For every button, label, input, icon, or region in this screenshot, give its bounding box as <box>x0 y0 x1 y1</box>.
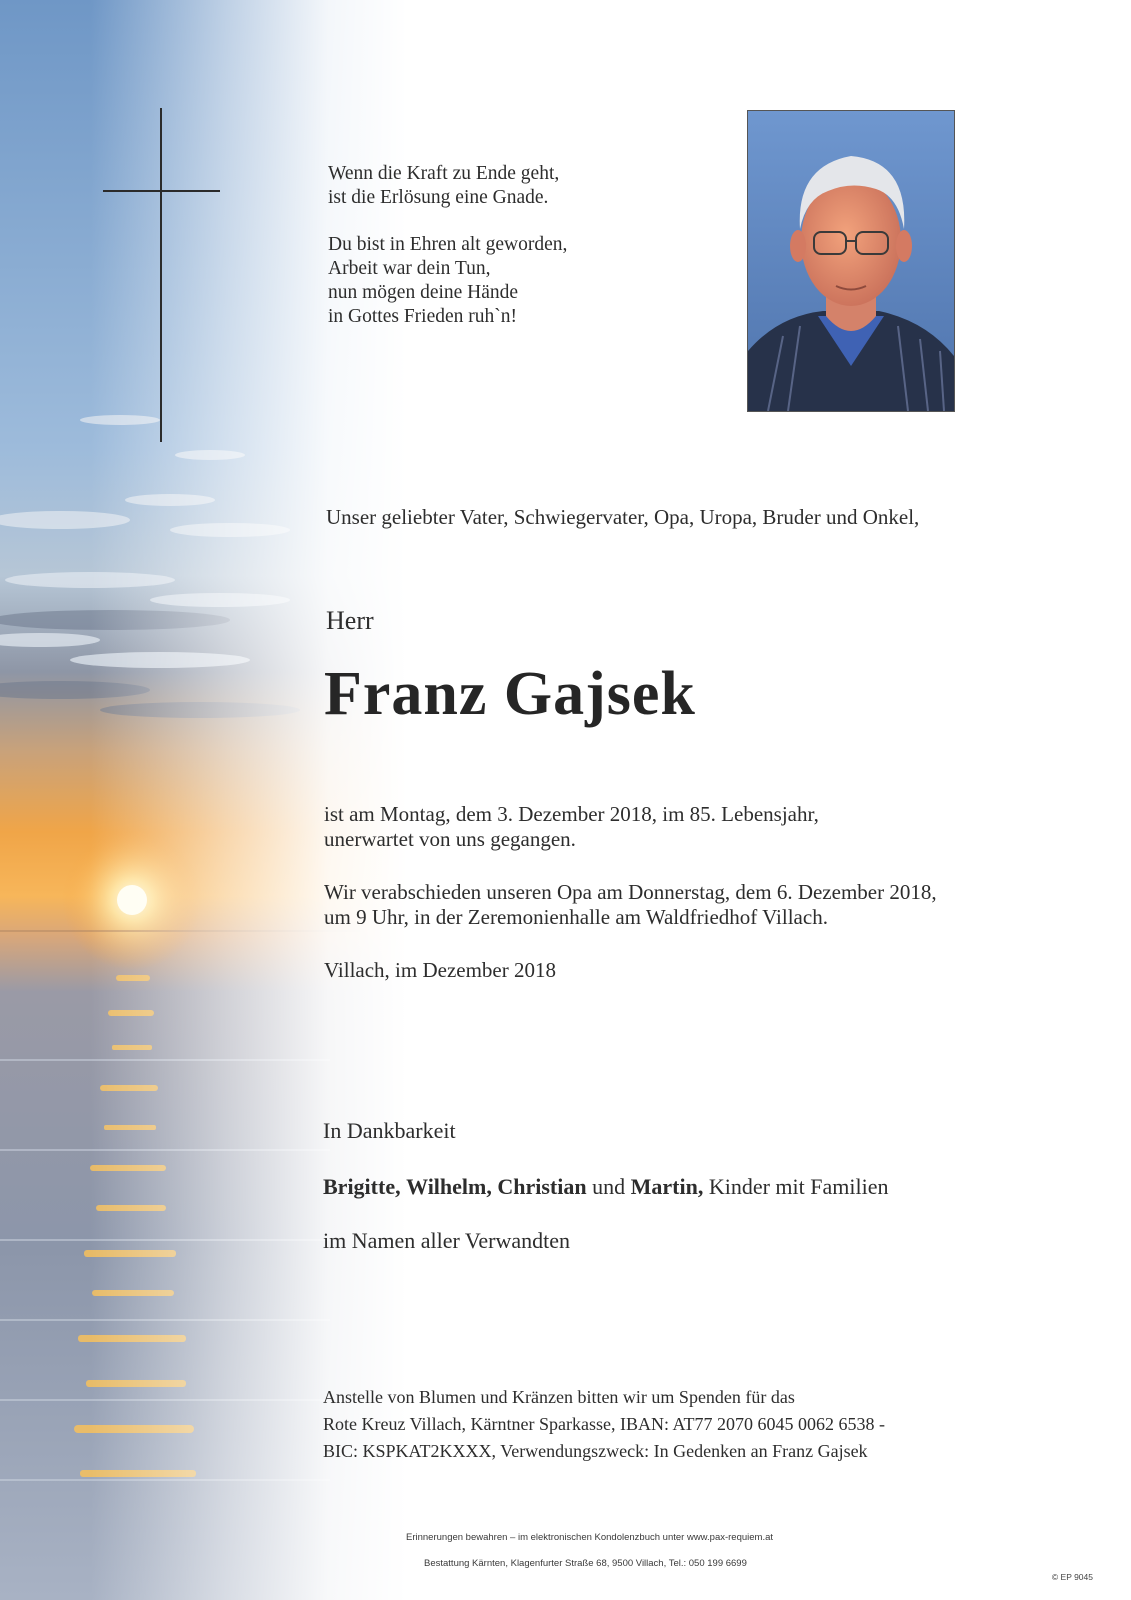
mourners-line <box>323 1174 888 1200</box>
gratitude-text: In Dankbarkeit <box>323 1118 456 1143</box>
place-date: Villach, im Dezember 2018 <box>324 958 556 982</box>
verse-line: Wenn die Kraft zu Ende geht, <box>328 163 560 184</box>
print-code: © EP 9045 <box>1051 1572 1093 1582</box>
verse-line: Arbeit war dein Tun, <box>328 258 491 279</box>
cross-icon <box>160 108 162 442</box>
cross-icon-bar <box>103 190 220 192</box>
intro-text: Unser geliebter Vater, Schwiegervater, Opa, Uropa, Bruder und Onkel, <box>326 505 920 529</box>
farewell-line: Wir verabschieden unseren Opa am Donnerstag, dem 6. Dezember 2018, <box>324 880 937 904</box>
verse-line: Du bist in Ehren alt geworden, <box>328 234 568 255</box>
verse-line: ist die Erlösung eine Gnade. <box>328 187 549 208</box>
mourner-name: Martin, <box>630 1174 704 1199</box>
donation-line: Anstelle von Blumen und Kränzen bitten wir um Spenden für das <box>323 1387 795 1407</box>
mourner-name: Christian <box>497 1174 587 1199</box>
portrait-photo <box>747 110 955 412</box>
donation-line: Rote Kreuz Villach, Kärntner Sparkasse, IBAN: AT77 2070 6045 0062 6538 - <box>323 1414 885 1434</box>
mourners-relation: Kinder mit Familien <box>708 1174 889 1199</box>
death-notice-line: unerwartet von uns gegangen. <box>324 827 576 851</box>
verse-line: nun mögen deine Hände <box>328 282 519 303</box>
conjunction: und <box>592 1174 626 1199</box>
verse-line: in Gottes Frieden ruh`n! <box>328 306 518 327</box>
mourner-name: Brigitte, <box>323 1174 401 1199</box>
footer-condolence: Erinnerungen bewahren – im elektronischen Kondolenzbuch unter www.pax-requiem.at <box>406 1532 774 1543</box>
footer-undertaker: Bestattung Kärnten, Klagenfurter Straße 68, 9500 Villach, Tel.: 050 199 6699 <box>424 1558 747 1569</box>
death-notice-line: ist am Montag, dem 3. Dezember 2018, im 85. Lebensjahr, <box>324 802 819 826</box>
relatives-text: im Namen aller Verwandten <box>323 1228 571 1253</box>
mourner-name: Wilhelm, <box>406 1174 492 1199</box>
farewell-line: um 9 Uhr, in der Zeremonienhalle am Waldfriedhof Villach. <box>324 905 828 929</box>
deceased-name: Franz Gajsek <box>324 660 696 728</box>
salutation: Herr <box>326 606 374 635</box>
donation-line: BIC: KSPKAT2KXXX, Verwendungszweck: In Gedenken an Franz Gajsek <box>323 1441 868 1461</box>
